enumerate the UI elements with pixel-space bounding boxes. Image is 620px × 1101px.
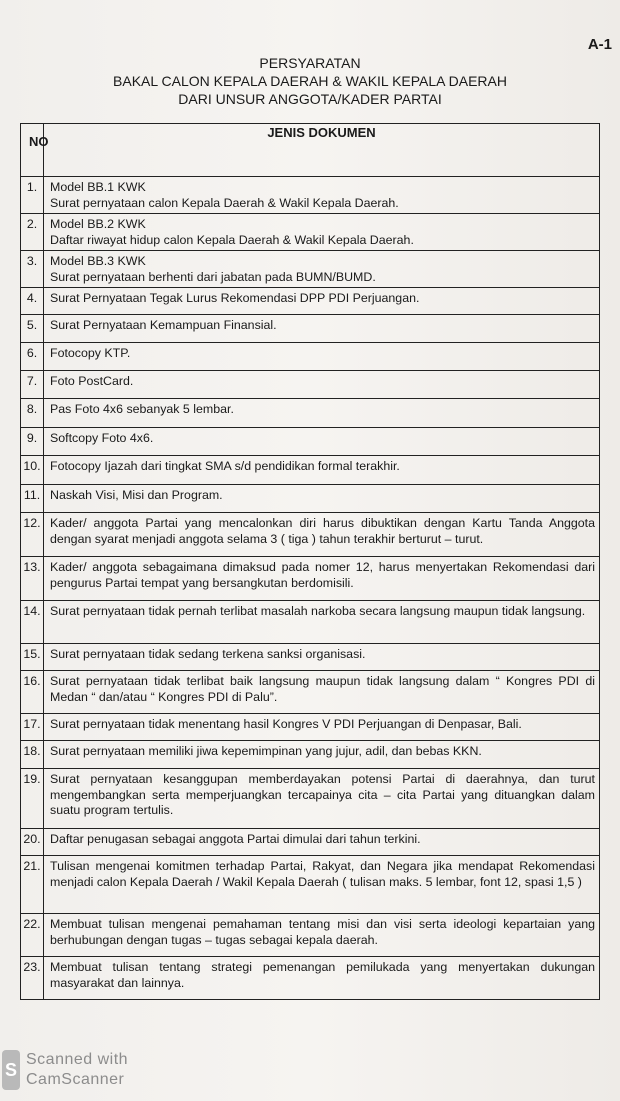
row-document-line1: Model BB.2 KWK [50, 217, 146, 231]
table-body [21, 177, 600, 1000]
row-document: Surat pernyataan tidak pernah terlibat masalah narkoba secara langsung maupun tidak langsung. [44, 601, 600, 644]
table-row [21, 214, 600, 251]
table-row [21, 315, 600, 343]
row-number: 7. [21, 371, 44, 399]
header-doc: JENIS DOKUMEN [44, 124, 600, 177]
table-row [21, 601, 600, 644]
title-line-3: DARI UNSUR ANGGOTA/KADER PARTAI [178, 91, 442, 107]
table-row [21, 829, 600, 856]
row-document: Softcopy Foto 4x6. [44, 428, 600, 456]
table-row [21, 914, 600, 957]
row-number: 16. [21, 671, 44, 714]
row-document: Daftar penugasan sebagai anggota Partai dimulai dari tahun terkini. [44, 829, 600, 856]
row-document-line2: Daftar riwayat hidup calon Kepala Daerah & Wakil Kepala Daerah. [50, 232, 414, 247]
table-row [21, 769, 600, 829]
row-document: Foto PostCard. [44, 371, 600, 399]
row-document: Membuat tulisan mengenai pemahaman tentang misi dan visi serta ideologi kepartaian yang berhubungan dengan tugas – tugas sebagai kepala daerah. [44, 914, 600, 957]
title-line-1: PERSYARATAN [259, 55, 361, 71]
table-row [21, 399, 600, 428]
row-document: Surat pernyataan tidak sedang terkena sanksi organisasi. [44, 644, 600, 671]
row-number: 17. [21, 714, 44, 741]
row-document: Kader/ anggota Partai yang mencalonkan diri harus dibuktikan dengan Kartu Tanda Anggota dengan syarat menjadi anggota selama 3 ( tiga ) tahun terakhir berturut – turut. [44, 513, 600, 557]
row-number: 13. [21, 557, 44, 601]
row-number: 3. [21, 251, 44, 288]
table-row [21, 513, 600, 557]
row-document: Pas Foto 4x6 sebanyak 5 lembar. [44, 399, 600, 428]
row-number: 1. [21, 177, 44, 214]
requirements-table [20, 123, 600, 1000]
table-row [21, 741, 600, 769]
table-row [21, 485, 600, 513]
camscanner-watermark [2, 1050, 128, 1090]
row-document: Kader/ anggota sebagaimana dimaksud pada nomer 12, harus menyertakan Rekomendasi dari pengurus Partai tempat yang bersangkutan berdomisili. [44, 557, 600, 601]
row-document: Surat pernyataan kesanggupan memberdayakan potensi Partai di daerahnya, dan turut mengembangkan serta memperjuangkan tercapainya cita – cita Partai yang dituangkan dalam suatu program tertulis. [44, 769, 600, 829]
table-row [21, 644, 600, 671]
row-number: 21. [21, 856, 44, 914]
row-number: 12. [21, 513, 44, 557]
table-row [21, 671, 600, 714]
table-row [21, 957, 600, 1000]
row-document: Fotocopy KTP. [44, 343, 600, 371]
table-row [21, 371, 600, 399]
watermark-line-2: CamScanner [26, 1071, 125, 1088]
table-row [21, 288, 600, 315]
row-document-line2: Surat pernyataan calon Kepala Daerah & Wakil Kepala Daerah. [50, 195, 399, 210]
row-document: Naskah Visi, Misi dan Program. [44, 485, 600, 513]
row-number: 10. [21, 456, 44, 485]
row-number: 5. [21, 315, 44, 343]
row-number: 9. [21, 428, 44, 456]
table-row [21, 251, 600, 288]
row-number: 6. [21, 343, 44, 371]
row-document: Surat pernyataan memiliki jiwa kepemimpinan yang jujur, adil, dan bebas KKN. [44, 741, 600, 769]
page-code: A-1 [587, 36, 612, 53]
row-number: 4. [21, 288, 44, 315]
row-document: Tulisan mengenai komitmen terhadap Partai, Rakyat, dan Negara jika mendapat Rekomendasi menjadi calon Kepala Daerah / Wakil Kepala Daerah ( tulisan maks. 5 lembar, font 12, spasi 1,5 ) [44, 856, 600, 914]
row-document: Membuat tulisan tentang strategi pemenangan pemilukada yang menyertakan dukungan masyarakat dan lainnya. [44, 957, 600, 1000]
row-number: 8. [21, 399, 44, 428]
watermark-text [26, 1050, 128, 1090]
row-number: 14. [21, 601, 44, 644]
table-header-row [21, 124, 600, 177]
row-document: Fotocopy Ijazah dari tingkat SMA s/d pendidikan formal terakhir. [44, 456, 600, 485]
row-document: Surat pernyataan tidak menentang hasil Kongres V PDI Perjuangan di Denpasar, Bali. [44, 714, 600, 741]
row-document [44, 177, 600, 214]
row-document [44, 214, 600, 251]
row-number: 18. [21, 741, 44, 769]
row-number: 15. [21, 644, 44, 671]
table-row [21, 177, 600, 214]
table-row [21, 456, 600, 485]
header-no: NO [21, 124, 44, 177]
row-number: 23. [21, 957, 44, 1000]
row-document: Surat pernyataan tidak terlibat baik langsung maupun tidak langsung dalam “ Kongres PDI di Medan “ dan/atau “ Kongres PDI di Palu”. [44, 671, 600, 714]
row-document-line2: Surat pernyataan berhenti dari jabatan pada BUMN/BUMD. [50, 269, 376, 284]
row-number: 22. [21, 914, 44, 957]
table-row [21, 856, 600, 914]
row-number: 2. [21, 214, 44, 251]
camscanner-icon: S [2, 1050, 20, 1090]
row-number: 20. [21, 829, 44, 856]
row-document [44, 251, 600, 288]
row-document-line1: Model BB.3 KWK [50, 254, 146, 268]
table-row [21, 343, 600, 371]
table-row [21, 557, 600, 601]
row-document: Surat Pernyataan Kemampuan Finansial. [44, 315, 600, 343]
row-number: 11. [21, 485, 44, 513]
table-row [21, 428, 600, 456]
document-title [0, 54, 620, 108]
watermark-line-1: Scanned with [26, 1051, 129, 1068]
row-document: Surat Pernyataan Tegak Lurus Rekomendasi DPP PDI Perjuangan. [44, 288, 600, 315]
title-line-2: BAKAL CALON KEPALA DAERAH & WAKIL KEPALA DAERAH [113, 73, 507, 89]
table-row [21, 714, 600, 741]
row-document-line1: Model BB.1 KWK [50, 180, 146, 194]
row-number: 19. [21, 769, 44, 829]
